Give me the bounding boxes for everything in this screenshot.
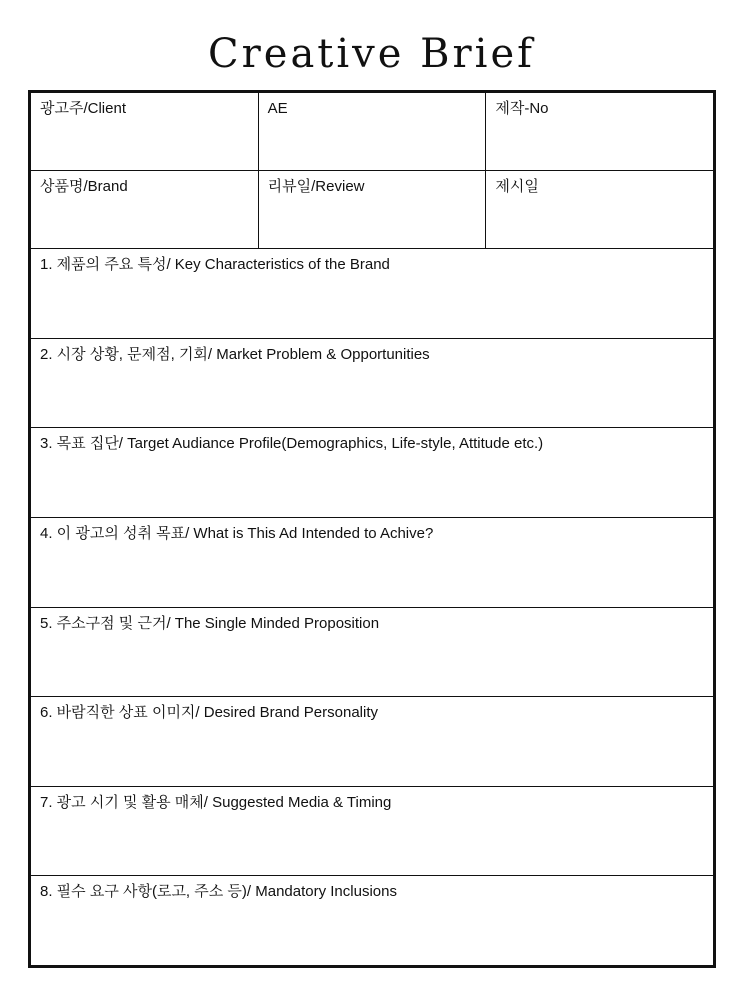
section-key-characteristics[interactable]: 1. 제품의 주요 특성/ Key Characteristics of the Brand bbox=[31, 249, 713, 339]
brand-field[interactable]: 상품명/Brand bbox=[31, 171, 259, 248]
review-date-field[interactable]: 리뷰일/Review bbox=[259, 171, 487, 248]
section-target-audience[interactable]: 3. 목표 집단/ Target Audiance Profile(Demographics, Life-style, Attitude etc.) bbox=[31, 428, 713, 518]
header-row-1 bbox=[31, 93, 713, 171]
section-single-minded-proposition[interactable]: 5. 주소구점 및 근거/ The Single Minded Proposition bbox=[31, 608, 713, 698]
page-title: Creative Brief bbox=[208, 31, 535, 77]
creative-brief-form bbox=[28, 90, 716, 968]
section-ad-objective[interactable]: 4. 이 광고의 성취 목표/ What is This Ad Intended to Achive? bbox=[31, 518, 713, 608]
client-field[interactable]: 광고주/Client bbox=[31, 93, 259, 170]
presentation-date-field[interactable]: 제시일 bbox=[495, 178, 539, 195]
section-media-timing[interactable]: 7. 광고 시기 및 활용 매체/ Suggested Media & Timing bbox=[31, 787, 713, 877]
production-no-field[interactable]: 제작-No bbox=[495, 100, 549, 117]
ae-field[interactable]: AE bbox=[259, 93, 487, 170]
section-mandatory-inclusions[interactable]: 8. 필수 요구 사항(로고, 주소 등)/ Mandatory Inclusions bbox=[40, 883, 397, 901]
section-brand-personality[interactable]: 6. 바람직한 상표 이미지/ Desired Brand Personality bbox=[31, 697, 713, 787]
header-row-2 bbox=[31, 171, 713, 249]
section-market-problem[interactable]: 2. 시장 상황, 문제점, 기회/ Market Problem & Opportunities bbox=[31, 339, 713, 429]
